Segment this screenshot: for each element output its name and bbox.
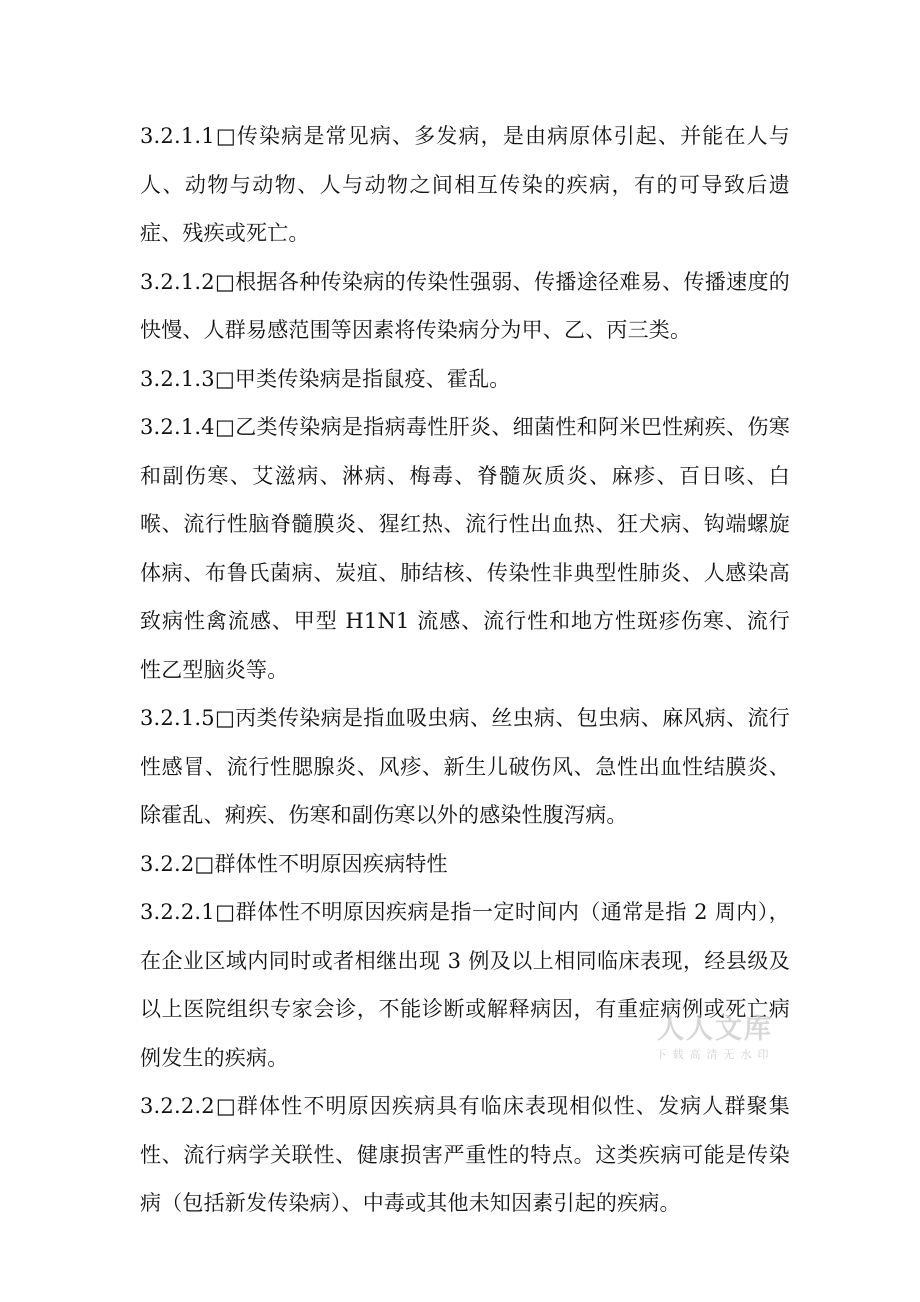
paragraph-3-2-2-1: 3.2.2.1□群体性不明原因疾病是指一定时间内（通常是指 2 周内），在企业区域内同时或者相继出现 3 例及以上相同临床表现，经县级及以上医院组织专家会诊，不能诊断或解释病因，有重症病例或死亡病例发生的疾病。 bbox=[140, 900, 790, 1070]
section-heading-3-2-2: 3.2.2□群体性不明原因疾病特性 bbox=[140, 851, 448, 876]
document-body bbox=[140, 112, 790, 1228]
watermark-subtitle: 下载高清无水印 bbox=[655, 1048, 775, 1061]
paragraph-3-2-1-2: 3.2.1.2□根据各种传染病的传染性强弱、传播途径难易、传播速度的快慢、人群易感范围等因素将传染病分为甲、乙、丙三类。 bbox=[140, 269, 790, 342]
paragraph-3-2-1-3: 3.2.1.3□甲类传染病是指鼠疫、霍乱。 bbox=[140, 366, 511, 391]
paragraph-3-2-2-2: 3.2.2.2□群体性不明原因疾病具有临床表现相似性、发病人群聚集性、流行病学关联性、健康损害严重性的特点。这类疾病可能是传染病（包括新发传染病）、中毒或其他未知因素引起的疾病。 bbox=[140, 1094, 790, 1215]
paragraph-3-2-1-4: 3.2.1.4□乙类传染病是指病毒性肝炎、细菌性和阿米巴性痢疾、伤寒和副伤寒、艾滋病、淋病、梅毒、脊髓灰质炎、麻疹、百日咳、白喉、流行性脑脊髓膜炎、猩红热、流行性出血热、狂犬病、钩端螺旋体病、布鲁氏菌病、炭疽、肺结核、传染性非典型性肺炎、人感染高致病性禽流感、甲型 H1N1 流感、流行性和地方性斑疹伤寒、流行性乙型脑炎等。 bbox=[140, 415, 790, 682]
paragraph-3-2-1-5: 3.2.1.5□丙类传染病是指血吸虫病、丝虫病、包虫病、麻风病、流行性感冒、流行性腮腺炎、风疹、新生儿破伤风、急性出血性结膜炎、除霍乱、痢疾、伤寒和副伤寒以外的感染性腹泻病。 bbox=[140, 706, 790, 827]
watermark-title: 人人文库 bbox=[657, 1014, 773, 1045]
paragraph-3-2-1-1: 3.2.1.1□传染病是常见病、多发病，是由病原体引起、并能在人与人、动物与动物、人与动物之间相互传染的疾病，有的可导致后遗症、残疾或死亡。 bbox=[140, 124, 790, 245]
